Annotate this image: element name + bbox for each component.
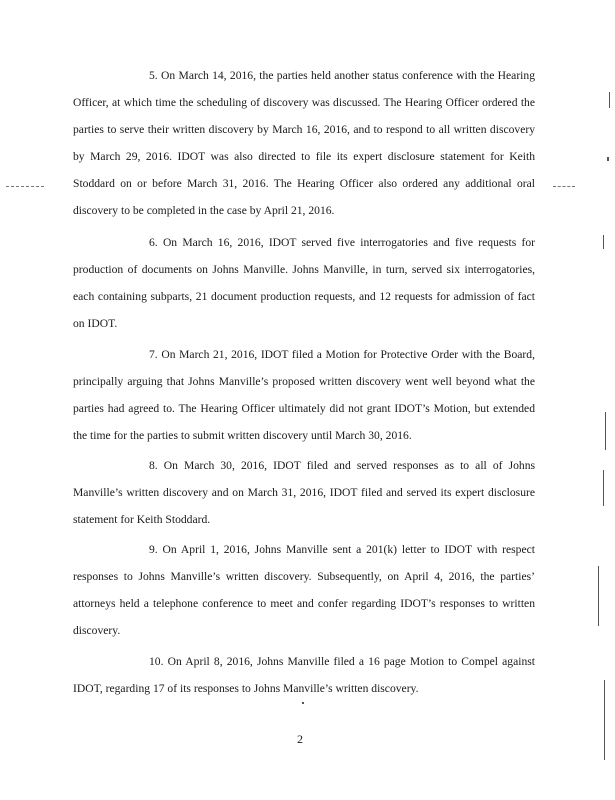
scan-mark-edge [302,702,304,704]
paragraph-8 [73,452,535,533]
paragraph-7 [73,341,535,449]
paragraph-9 [73,536,535,644]
scan-mark-right [553,186,575,188]
paragraph-text: On March 16, 2016, IDOT served five interrogatories and five requests for production of documents on Johns Manville. Johns Manville, in turn, served six interrogatories, each containing subparts, 21 document production requests, and 12 requests for admission of fact on IDOT. [73,236,536,330]
paragraph-number: 5. [149,69,158,82]
paragraph-number: 7. [149,348,158,361]
scan-mark-edge [598,566,599,626]
paragraph-text: On March 14, 2016, the parties held another status conference with the Hearing Officer, at which time the scheduling of discovery was discussed. The Hearing Officer ordered the parties to serve their written discovery by March 16, 2016, and to respond to all written discovery by March 29, 2016. IDOT was also directed to file its expert disclosure statement for Keith Stoddard on or before March 31, 2016. The Hearing Officer also ordered any additional oral discovery to be completed in the case by April 21, 2016. [73,69,535,217]
paragraph-10 [73,648,535,702]
paragraph-6 [73,229,535,337]
page-number: 2 [297,732,303,746]
paragraph-number: 9. [149,543,158,556]
scan-mark-edge [609,92,610,108]
scan-mark-edge [607,157,609,161]
paragraph-text: On April 1, 2016, Johns Manville sent a 201(k) letter to IDOT with respect responses to Johns Manville’s written discovery. Subsequently, on April 4, 2016, the parties’ attorneys held a telephone conference to meet and confer regarding IDOT’s responses to written discovery. [73,543,535,637]
scan-mark-edge [603,470,604,506]
paragraph-5 [73,62,535,224]
scan-mark-left [6,186,44,188]
scan-mark-edge [605,412,606,450]
scan-mark-edge [604,680,605,760]
paragraph-text: On April 8, 2016, Johns Manville filed a 16 page Motion to Compel against IDOT, regarding 17 of its responses to Johns Manville’s written discovery. [73,655,535,695]
paragraph-text: On March 21, 2016, IDOT filed a Motion for Protective Order with the Board, principally arguing that Johns Manville’s proposed written discovery went well beyond what the parties had agreed to. The Hearing Officer ultimately did not grant IDOT’s Motion, but extended the time for the parties to submit written discovery until March 30, 2016. [73,348,535,442]
paragraph-number: 10. [149,655,164,668]
paragraph-number: 6. [149,236,158,249]
scan-mark-edge [603,235,604,249]
paragraph-number: 8. [149,459,158,472]
paragraph-text: On March 30, 2016, IDOT filed and served responses as to all of Johns Manville’s written discovery and on March 31, 2016, IDOT filed and served its expert disclosure statement for Keith Stoddard. [73,459,535,526]
